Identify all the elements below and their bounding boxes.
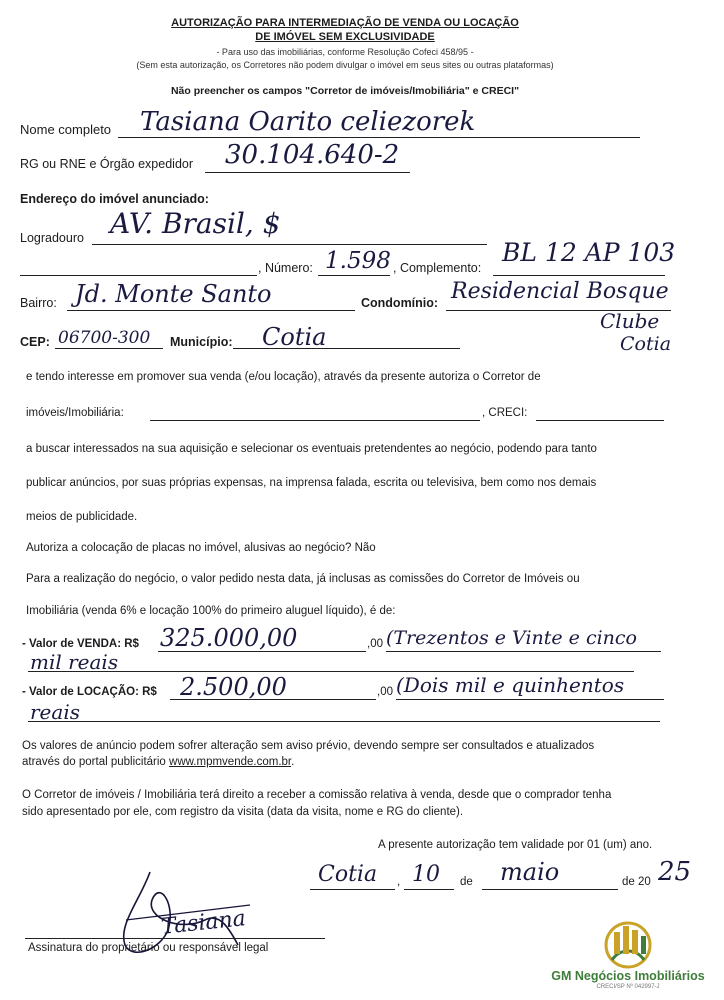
locacao-label: - Valor de LOCAÇÃO: R$: [22, 686, 157, 698]
locacao-words-field[interactable]: (Dois mil e quinhentos: [396, 673, 625, 697]
date-city-field[interactable]: Cotia: [318, 862, 378, 887]
bairro-field[interactable]: Jd. Monte Santo: [75, 280, 272, 308]
doc-title-line2: DE IMÓVEL SEM EXCLUSIVIDADE: [255, 31, 435, 43]
portal-line: [22, 756, 294, 768]
fill-warning: Não preencher os campos "Corretor de imóveis/Imobiliária" e CRECI": [170, 85, 520, 97]
portal-prefix: através do portal publicitário: [22, 756, 170, 768]
condominio-label: Condomínio:: [361, 296, 439, 310]
endereco-heading: Endereço do imóvel anunciado:: [20, 192, 209, 206]
complemento-line: [493, 275, 665, 276]
placas-question: Autoriza a colocação de placas no imóvel, alusivas ao negócio? Não: [26, 542, 376, 554]
paragraph-line: Para a realização do negócio, o valor pedido nesta data, já inclusas as comissões do Corretor de Imóveis ou: [26, 573, 580, 585]
venda-words-line: [386, 651, 661, 652]
validade-text: A presente autorização tem validade por 01 (um) ano.: [378, 839, 653, 851]
cep-field[interactable]: 06700-300: [58, 328, 151, 348]
address-cont-line: [20, 275, 257, 276]
complemento-field[interactable]: BL 12 AP 103: [502, 238, 676, 267]
corretor-line[interactable]: [150, 420, 480, 421]
locacao-words-line: [396, 699, 664, 700]
paragraph-line: Imobiliária (venda 6% e locação 100% do primeiro aluguel líquido), é de:: [26, 605, 396, 617]
numero-label: , Número:: [258, 261, 313, 275]
rg-label: RG ou RNE e Órgão expedidor: [20, 157, 194, 171]
cep-label: CEP:: [20, 335, 50, 349]
authorization-text: e tendo interesse em promover sua venda (e/ou locação), através da presente autoriza o Corretor de: [26, 371, 541, 383]
date-month-line: [482, 889, 618, 890]
bairro-line: [67, 310, 355, 311]
rg-line: [205, 172, 410, 173]
paragraph-line: publicar anúncios, por suas próprias expensas, na imprensa falada, escrita ou televisiva, bem como nos demais: [26, 477, 597, 489]
condominio-field-cont[interactable]: Clube: [600, 309, 660, 333]
portal-suffix: .: [291, 756, 295, 768]
locacao-cents: ,00: [377, 686, 393, 698]
paragraph-line: O Corretor de imóveis / Imobiliária terá direito a receber a comissão relativa à venda, desde que o comprador tenha: [22, 789, 612, 801]
date-comma: ,: [397, 876, 401, 888]
date-de-2: de 20: [622, 876, 651, 888]
locacao-words-line2: [28, 721, 660, 722]
signature-label: Assinatura do proprietário ou responsável legal: [28, 942, 269, 954]
date-month-field[interactable]: maio: [500, 858, 560, 886]
municipio-label: Município:: [170, 335, 233, 349]
disclaimer-note: (Sem esta autorização, os Corretores não podem divulgar o imóvel em seus sites ou outras plataformas): [136, 60, 554, 70]
date-de-1: de: [460, 876, 473, 888]
nome-line: [118, 137, 640, 138]
locacao-words-field-cont[interactable]: reais: [30, 700, 80, 724]
bairro-label: Bairro:: [20, 296, 57, 310]
numero-field[interactable]: 1.598: [325, 248, 391, 274]
resolution-note: - Para uso das imobiliárias, conforme Resolução Cofeci 458/95 -: [216, 47, 474, 57]
corretor-label: imóveis/Imobiliária:: [26, 407, 124, 419]
paragraph-line: Os valores de anúncio podem sofrer alteração sem aviso prévio, devendo sempre ser consultados e atualizados: [22, 740, 595, 752]
locacao-field[interactable]: 2.500,00: [180, 673, 287, 701]
venda-cents: ,00: [367, 638, 383, 650]
paragraph-line: meios de publicidade.: [26, 511, 138, 523]
municipio-field[interactable]: Cotia: [262, 323, 327, 351]
signature-line: [25, 938, 325, 939]
portal-link[interactable]: www.mpmvende.com.br: [169, 756, 292, 768]
paragraph-line: a buscar interessados na sua aquisição e selecionar os eventuais pretendentes ao negócio, podendo para tanto: [26, 443, 597, 455]
logradouro-field[interactable]: AV. Brasil, $: [110, 207, 281, 240]
condominio-field[interactable]: Residencial Bosque: [451, 279, 669, 304]
date-day-line: [404, 889, 454, 890]
rg-field[interactable]: 30.104.640-2: [225, 140, 400, 170]
date-day-field[interactable]: 10: [412, 862, 440, 887]
logo-name: GM Negócios Imobiliários: [551, 969, 705, 983]
logradouro-line: [92, 244, 487, 245]
venda-field[interactable]: 325.000,00: [160, 624, 298, 652]
nome-label: Nome completo: [20, 122, 112, 137]
date-city-line: [310, 889, 395, 890]
complemento-label: , Complemento:: [393, 261, 482, 275]
nome-field[interactable]: Tasiana Oarito celiezorek: [140, 107, 476, 137]
numero-line: [318, 275, 390, 276]
creci-line[interactable]: [536, 420, 664, 421]
venda-words-line2: [28, 671, 634, 672]
signature-handwriting: Tasiana: [160, 906, 247, 940]
paragraph-line: sido apresentado por ele, com registro da visita (data da visita, nome e RG do cliente).: [22, 806, 464, 818]
cep-line: [55, 348, 163, 349]
creci-label: , CRECI:: [482, 407, 528, 419]
doc-title-line1: AUTORIZAÇÃO PARA INTERMEDIAÇÃO DE VENDA OU LOCAÇÃO: [171, 17, 519, 29]
date-year-field[interactable]: 25: [658, 857, 692, 887]
venda-words-field[interactable]: (Trezentos e Vinte e cinco: [386, 627, 637, 649]
venda-words-field-cont[interactable]: mil reais: [30, 650, 119, 674]
logo-creci: CRECI/SP Nº 042997-J: [596, 984, 660, 990]
logradouro-label: Logradouro: [20, 231, 84, 245]
condominio-field-cont2[interactable]: Cotia: [620, 333, 672, 355]
venda-label: - Valor de VENDA: R$: [22, 638, 139, 650]
